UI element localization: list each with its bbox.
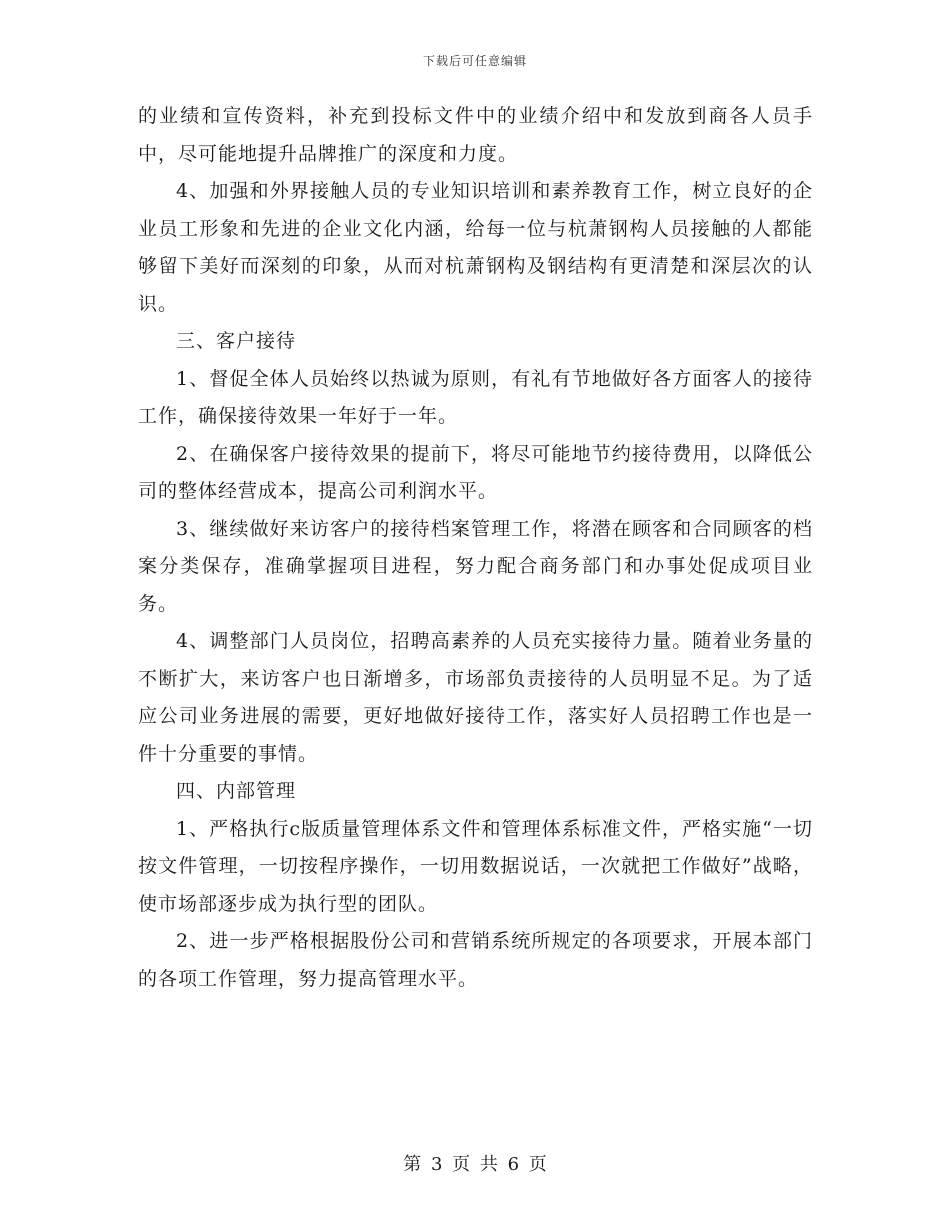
section-heading-internal-management: 四、内部管理 bbox=[176, 780, 297, 802]
paragraph-item-2-cost: 2、在确保客户接待效果的提前下，将尽可能地节约接待费用，以降低公司的整体经营成本，提高公司利润水平。 bbox=[138, 442, 813, 502]
paragraph-item-1-quality-system: 1、严格执行c版质量管理体系文件和管理体系标准文件，严格实施“一切按文件管理，一切按程序操作，一切用数据说话，一次就把工作做好”战略，使市场部逐步成为执行型的团队。 bbox=[138, 817, 813, 915]
page-header: 下载后可任意编辑 bbox=[422, 54, 527, 68]
paragraph-continuation: 的业绩和宣传资料，补充到投标文件中的业绩介绍中和发放到商各人员手中，尽可能地提升品牌推广的深度和力度。 bbox=[138, 105, 813, 165]
paragraph-item-3-archive: 3、继续做好来访客户的接待档案管理工作，将潜在顾客和合同顾客的档案分类保存，准确掌握项目进程，努力配合商务部门和办事处促成项目业务。 bbox=[138, 517, 813, 615]
section-heading-customer-reception: 三、客户接待 bbox=[176, 330, 297, 352]
paragraph-item-2-requirements: 2、进一步严格根据股份公司和营销系统所规定的各项要求，开展本部门的各项工作管理，努力提高管理水平。 bbox=[138, 930, 813, 990]
paragraph-item-1-reception: 1、督促全体人员始终以热诚为原则，有礼有节地做好各方面客人的接待工作，确保接待效果一年好于一年。 bbox=[138, 367, 813, 427]
paragraph-item-4-training: 4、加强和外界接触人员的专业知识培训和素养教育工作，树立良好的企业员工形象和先进的企业文化内涵，给每一位与杭萧钢构人员接触的人都能够留下美好而深刻的印象，从而对杭萧钢构及钢结构有更清楚和深层次的认识。 bbox=[138, 180, 813, 315]
page-number-footer: 第 3 页 共 6 页 bbox=[403, 1154, 547, 1175]
paragraph-item-4-staffing: 4、调整部门人员岗位，招聘高素养的人员充实接待力量。随着业务量的不断扩大，来访客户也日渐增多，市场部负责接待的人员明显不足。为了适应公司业务进展的需要，更好地做好接待工作，落实好人员招聘工作也是一件十分重要的事情。 bbox=[138, 630, 813, 765]
document-body bbox=[138, 98, 813, 998]
